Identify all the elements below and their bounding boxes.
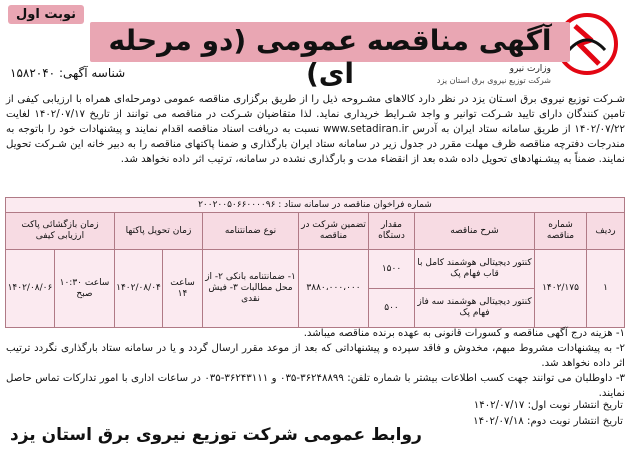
cell-opening-date: ۱۴۰۲/۰۸/۰۶: [5, 250, 54, 328]
table-caption: شماره فراخوان مناقصه در سامانه ستاد : ۲۰۰۲۰۰۵۰۶۶۰۰۰۰۹۶: [5, 198, 624, 213]
ad-title: آگهی مناقصه عمومی (دو مرحله ای): [108, 24, 552, 90]
ad-id: شناسه آگهی: ۱۵۸۲۰۴۰: [10, 66, 126, 80]
cell-opening-time: ساعت ۱۰:۳۰ صبح: [55, 250, 115, 328]
cell-item-2: کنتور دیجیتالی هوشمند سه فاز فهام پک: [415, 289, 535, 328]
note-2: ۲- به پیشنهادات مشروط مبهم، مخدوش و فاقد سپرده و پیشنهاداتی که بعد از موعد مقرر ارسال گردد و یا در سامانه ستاد بارگذاری نگردد ترتیب اثر داده نخواهد شد.: [6, 343, 625, 369]
cell-qty-2: ۵۰۰: [369, 289, 415, 328]
cell-qty-1: ۱۵۰۰: [369, 250, 415, 289]
col-row: ردیف: [587, 213, 625, 250]
ad-header: [0, 0, 631, 88]
notes: [6, 326, 625, 401]
cell-guarantee: ۳۸۸۰،۰۰۰،۰۰۰: [299, 250, 369, 328]
intro-paragraph: شـرکت توزیع نیروی برق اسـتان یزد در نظر دارد کالاهای مشـروحه ذیل را از طریق برگزاری مناقصه عمومی دومرحله‌ای همراه با ارزیابی کیفی از تامین کنندگان دارای تایید شـرکت توانیر و واجد شـرایط خریداری نماید. لذا متقاضیان شـرکت در مناقصه می توانند از تاریخ ۱۴۰۲/۰۷/۱۷ لغایت ۱۴۰۲/۰۷/۲۲ از طریق سامانه ستاد ایران به آدرس www.setadiran.ir نسبت به دریافت اسناد مناقصه اقدام نمایند و پیشنهادات خود را باتوجه به مندرجات دفترچه مناقصه ظرف مهلت مقرر در جدول زیر در سامانه ستاد ایران بارگذاری و ضمنا پاکتهای مناقصه را به دبیر خانه این شـرکت تحویل نمایند. ضمناً به پیشـنهادهای تحویل داده شده بعد از انقضاء مدت و بارگذاری نشده در سامانه، ترتیب اثر داده نخواهد شد.: [6, 94, 625, 165]
col-qty: مقدار دستگاه: [369, 213, 415, 250]
note-3: ۳- داوطلبان می توانند جهت کسب اطلاعات بیشتر با شماره تلفن: ۳۶۲۴۸۸۹۹-۰۳۵ و ۳۶۲۴۳۱۱۱-۰۳۵ در ساعات اداری با امور تدارکات تماس حاصل نمایند.: [6, 373, 625, 399]
cell-guarantee-type: ۱- ضمانتنامه بانکی ۲- از محل مطالبات ۳- فیش نقدی: [203, 250, 299, 328]
col-guarantee-type: نوع ضمانتنامه: [203, 213, 299, 250]
cell-tender-no: ۱۴۰۲/۱۷۵: [535, 250, 587, 328]
publish-date-second: تاریخ انتشار نوبت دوم: ۱۴۰۲/۰۷/۱۸: [473, 416, 623, 427]
footer-public-relations: روابط عمومی شرکت توزیع نیروی برق استان یزد: [10, 425, 422, 445]
tender-table: [6, 197, 625, 327]
publish-date-first: تاریخ انتشار نوبت اول: ۱۴۰۲/۰۷/۱۷: [473, 400, 623, 411]
col-delivery: زمان تحویل پاکتها: [115, 213, 203, 250]
cell-item-1: کنتور دیجیتالی هوشمند کامل با قاب فهام پک: [415, 250, 535, 289]
col-tender-no: شماره مناقصه: [535, 213, 587, 250]
cell-delivery-date: ۱۴۰۲/۰۸/۰۴: [115, 250, 163, 328]
table-row: [5, 250, 624, 289]
round-badge: نوبت اول: [8, 5, 84, 24]
note-1: ۱- هزینه درج آگهی مناقصه و کسورات قانونی به عهده برنده مناقصه میباشد.: [303, 328, 625, 339]
company-name-small: شرکت توزیع نیروی برق استان یزد: [436, 76, 551, 85]
col-guarantee: تضمین شرکت در مناقصه: [299, 213, 369, 250]
col-subject: شرح مناقصه: [415, 213, 535, 250]
col-opening: زمان بازگشائی پاکت ارزیابی کیفی: [5, 213, 114, 250]
cell-row: ۱: [587, 250, 625, 328]
cell-delivery-time: ساعت ۱۴: [163, 250, 203, 328]
publish-dates: [473, 398, 623, 430]
ministry-label: وزارت نیرو: [509, 64, 551, 74]
